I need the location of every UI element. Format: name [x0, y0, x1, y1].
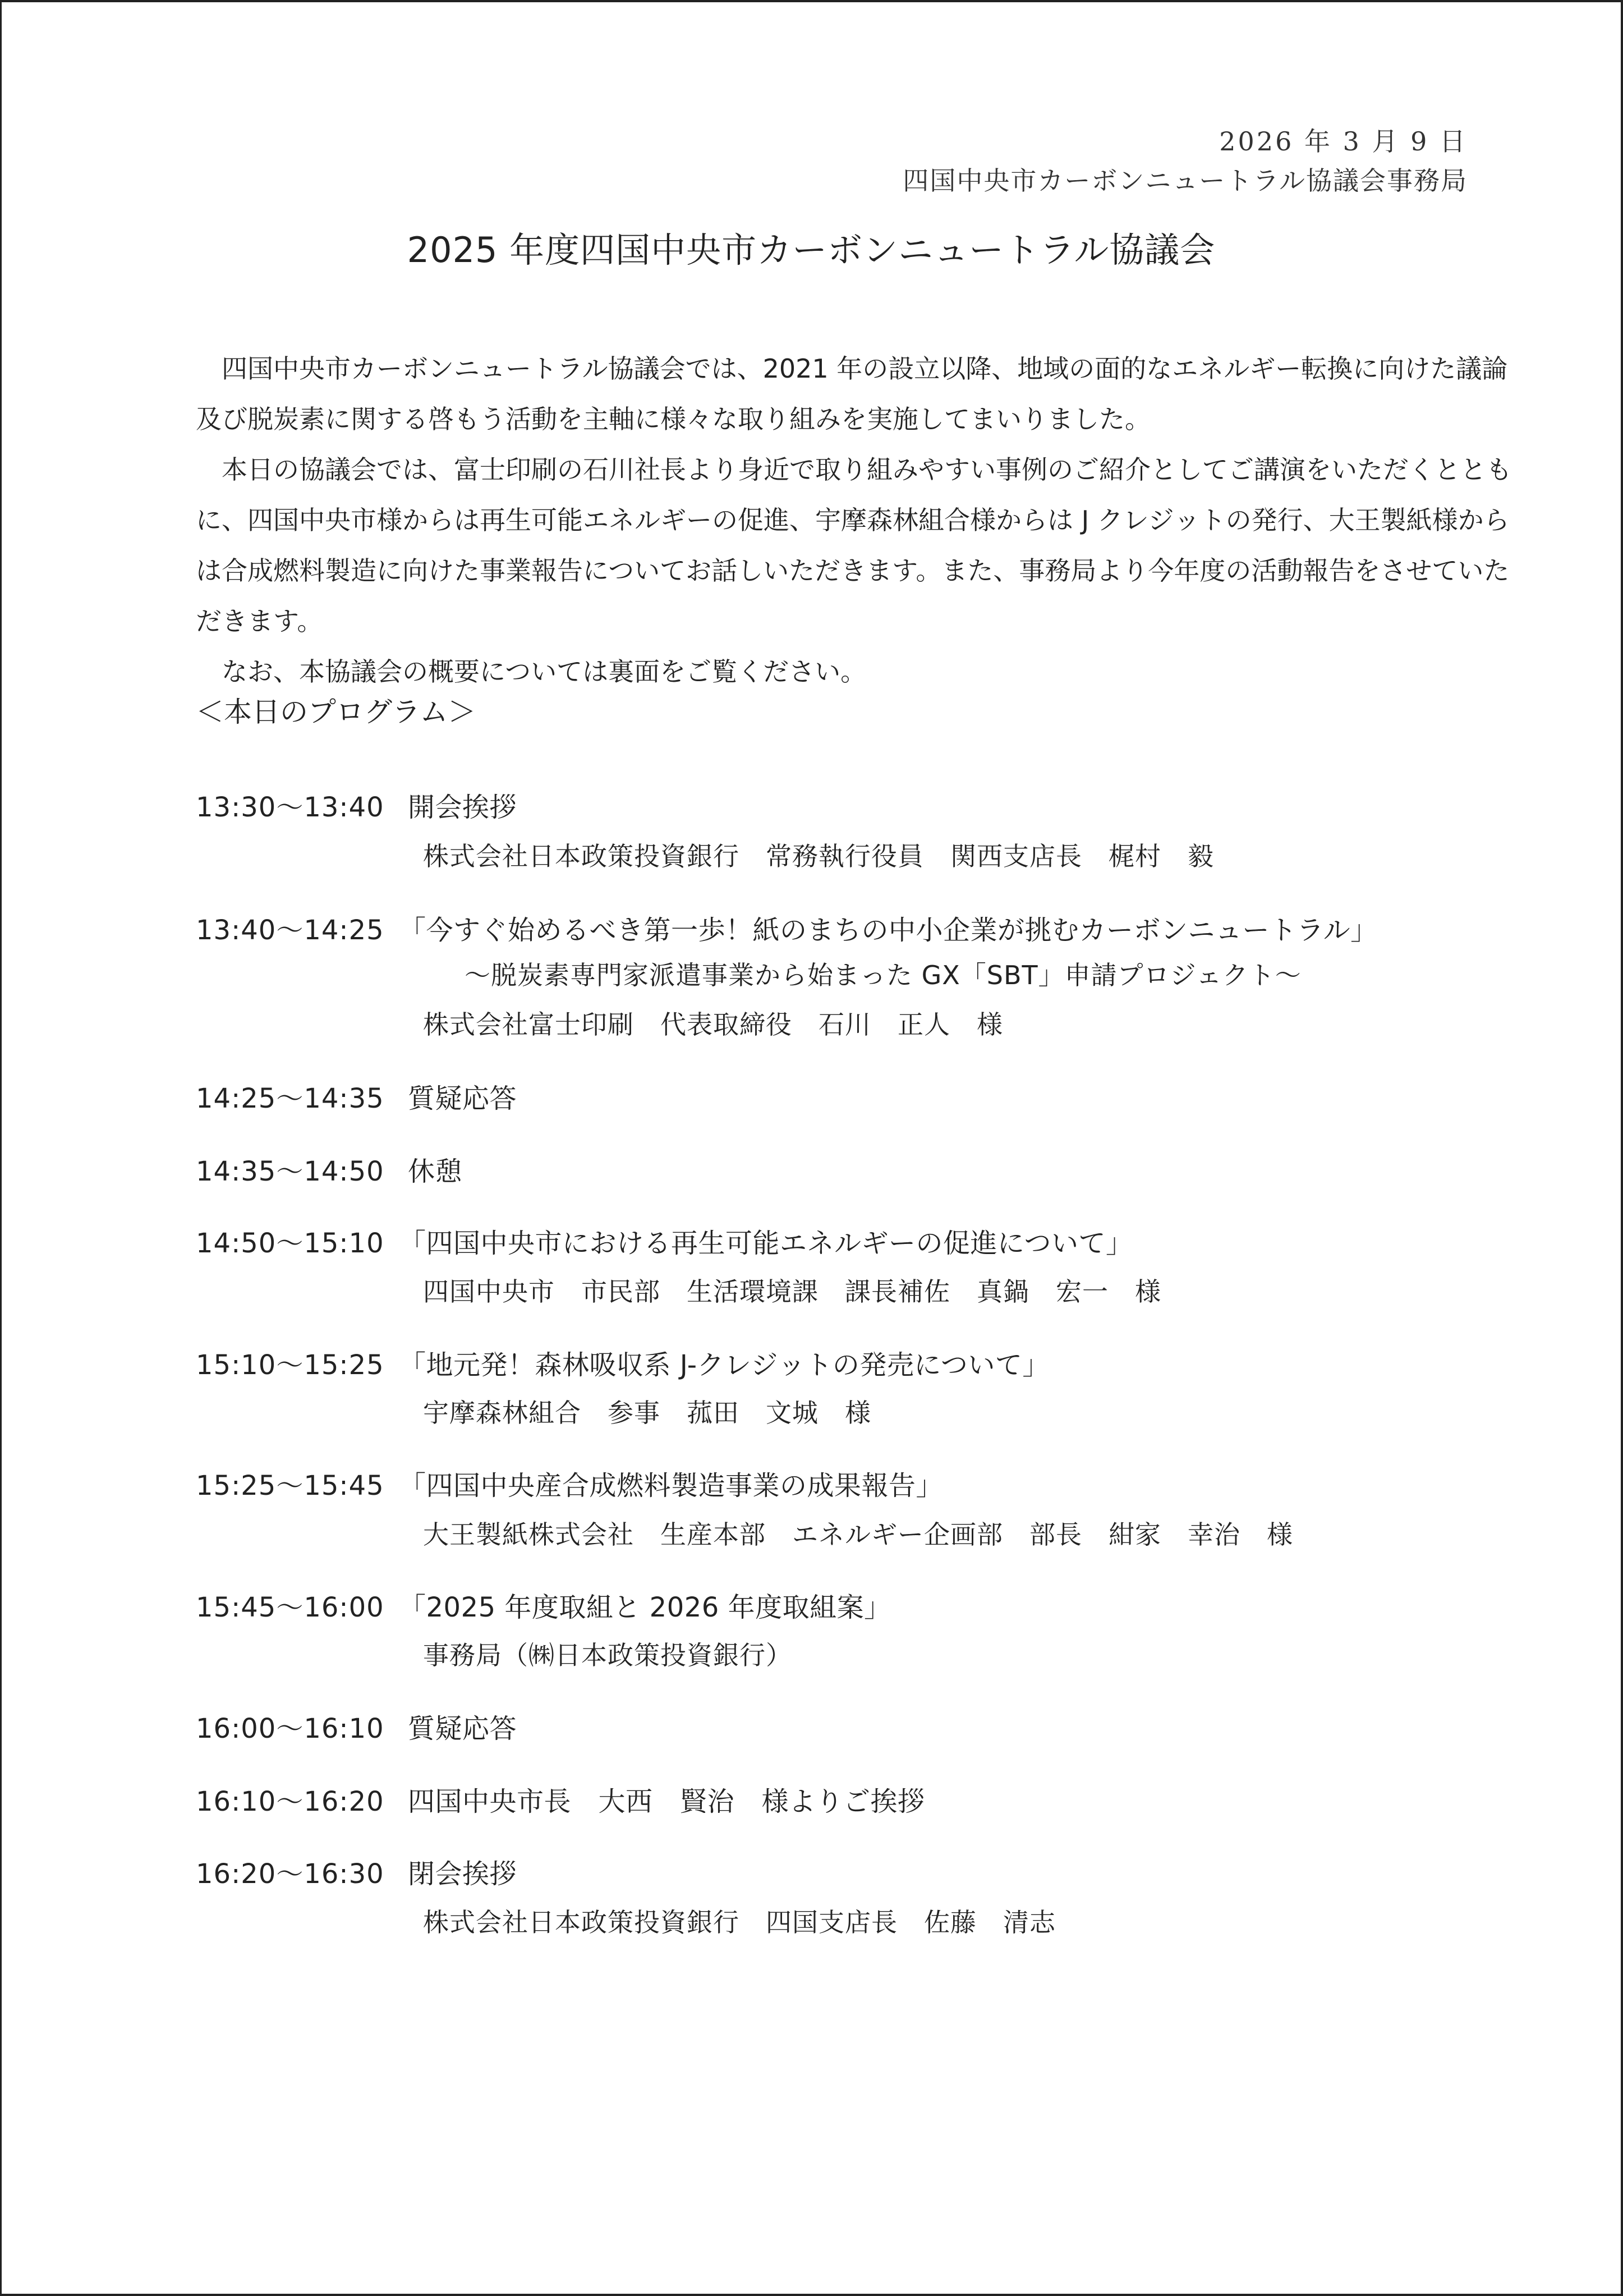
program-title: 質疑応答 — [408, 1083, 517, 1114]
program-time: 13:30～13:40 — [196, 792, 384, 823]
program-speaker: 四国中央市 市民部 生活環境課 課長補佐 真鍋 宏一 様 — [423, 1276, 1161, 1307]
program-item — [196, 906, 1378, 955]
program-time: 15:25～15:45 — [196, 1470, 384, 1501]
program-time: 13:40～14:25 — [196, 915, 384, 946]
program-item — [196, 1777, 925, 1826]
program-title: 「地元発！森林吸収系 J-クレジットの発売について」 — [399, 1349, 1050, 1381]
program-time: 14:50～15:10 — [196, 1228, 384, 1259]
program-item — [196, 1219, 1133, 1268]
intro-paragraph-2: 本日の協議会では、富士印刷の石川社長より身近で取り組みやすい事例のご紹介としてご講演をいただくとともに、四国中央市様からは再生可能エネルギーの促進、宇摩森林組合様からは J クレジットの発行、大王製紙様からは合成燃料製造に向けた事業報告についてお話しいただきます。また、事務局より今年度の活動報告をさせていただきます。 — [196, 454, 1512, 636]
program-item — [196, 1583, 891, 1632]
program-speaker: 事務局（㈱日本政策投資銀行） — [423, 1640, 792, 1670]
program-title: 開会挨拶 — [408, 792, 517, 823]
program-item — [196, 1461, 943, 1510]
program-title: 閉会挨拶 — [408, 1858, 517, 1890]
program-time: 16:10～16:20 — [196, 1786, 384, 1817]
program-time: 14:35～14:50 — [196, 1156, 384, 1187]
program-title: 「四国中央産合成燃料製造事業の成果報告」 — [399, 1470, 944, 1501]
program-heading: ＜本日のプログラム＞ — [196, 696, 476, 728]
issuer-organization: 四国中央市カーボンニュートラル協議会事務局 — [903, 166, 1468, 196]
program-item — [196, 1074, 517, 1123]
program-title: 「四国中央市における再生可能エネルギーの促進について」 — [399, 1228, 1133, 1259]
program-time: 15:10～15:25 — [196, 1349, 384, 1381]
program-title: 休憩 — [408, 1156, 463, 1187]
program-time: 14:25～14:35 — [196, 1083, 384, 1114]
program-item — [196, 1704, 517, 1753]
program-item — [196, 1147, 462, 1196]
program-time: 16:00～16:10 — [196, 1713, 384, 1744]
program-speaker: 宇摩森林組合 参事 菰田 文城 様 — [423, 1398, 871, 1428]
program-speaker: 大王製紙株式会社 生産本部 エネルギー企画部 部長 紺家 幸治 様 — [423, 1519, 1293, 1550]
program-item — [196, 1849, 517, 1899]
program-time: 15:45～16:00 — [196, 1592, 384, 1623]
document-date: 2026 年 3 月 9 日 — [1219, 126, 1468, 157]
program-title: 質疑応答 — [408, 1713, 517, 1744]
program-speaker: 株式会社日本政策投資銀行 四国支店長 佐藤 清志 — [423, 1907, 1056, 1937]
program-title: 「2025 年度取組と 2026 年度取組案」 — [399, 1592, 891, 1623]
program-speaker: 株式会社日本政策投資銀行 常務執行役員 関西支店長 梶村 毅 — [423, 841, 1214, 871]
program-item — [196, 1340, 1050, 1390]
program-title: 四国中央市長 大西 賢治 様よりご挨拶 — [408, 1786, 925, 1817]
intro-text — [196, 343, 1525, 697]
program-speaker: 株式会社富士印刷 代表取締役 石川 正人 様 — [423, 1009, 1003, 1040]
intro-paragraph-3: なお、本協議会の概要については裏面をご覧ください。 — [222, 656, 867, 687]
program-item — [196, 783, 517, 832]
document-title: 2025 年度四国中央市カーボンニュートラル協議会 — [407, 229, 1216, 270]
program-title: 「今すぐ始めるべき第一歩！紙のまちの中小企業が挑むカーボンニュートラル」 — [399, 915, 1378, 946]
program-time: 16:20～16:30 — [196, 1858, 384, 1890]
program-subtitle: ～脱炭素専門家派遣事業から始まった GX「SBT」申請プロジェクト～ — [465, 960, 1302, 990]
intro-paragraph-1: 四国中央市カーボンニュートラル協議会では、2021 年の設立以降、地域の面的なエネルギー転換に向けた議論及び脱炭素に関する啓もう活動を主軸に様々な取り組みを実施してまいりました。 — [196, 353, 1508, 434]
